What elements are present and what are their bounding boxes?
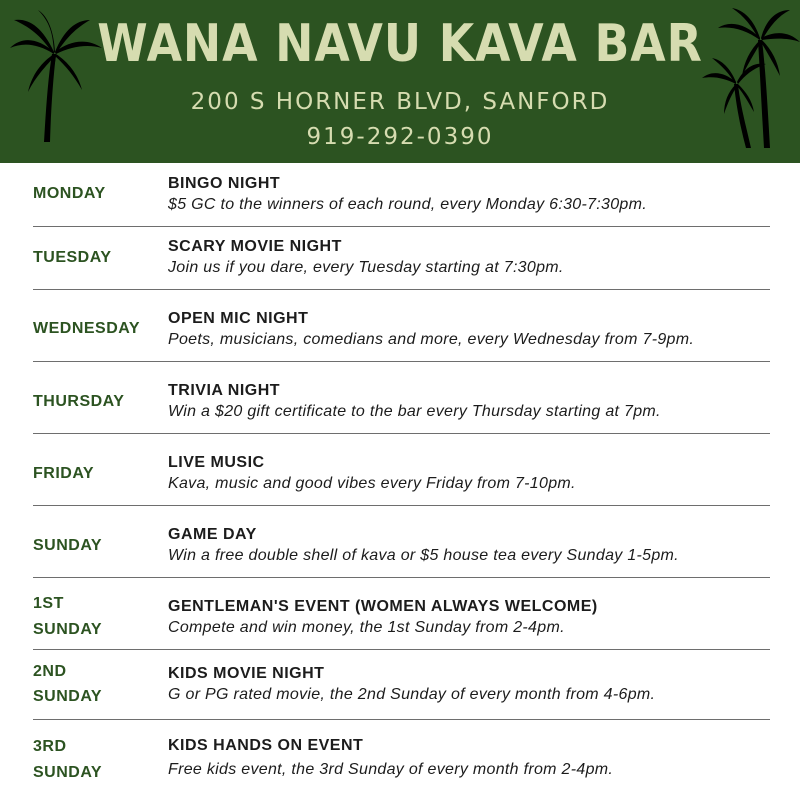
row-divider: [33, 226, 770, 227]
event-title: KIDS MOVIE NIGHT: [168, 665, 325, 682]
event-description: Poets, musicians, comedians and more, every Wednesday from 7-9pm.: [168, 331, 695, 348]
event-title: TRIVIA NIGHT: [168, 382, 281, 399]
palm-trees-icon: [700, 4, 800, 150]
event-title: KIDS HANDS ON EVENT: [168, 737, 364, 754]
event-description: Win a $20 gift certificate to the bar every Thursday starting at 7pm.: [168, 403, 661, 420]
day-label-monday: MONDAY: [33, 185, 106, 202]
row-divider: [33, 433, 770, 434]
day-label-sunday: SUNDAY: [33, 621, 103, 638]
day-label-2nd: 2ND: [33, 663, 67, 680]
phone-text: 919-292-0390: [306, 124, 494, 150]
row-divider: [33, 649, 770, 650]
header-banner: [0, 0, 800, 163]
event-description: Join us if you dare, every Tuesday starting at 7:30pm.: [168, 259, 564, 276]
day-label-wednesday: WEDNESDAY: [33, 320, 141, 337]
event-description: G or PG rated movie, the 2nd Sunday of every month from 4-6pm.: [168, 686, 656, 703]
event-description: Kava, music and good vibes every Friday from 7-10pm.: [168, 475, 576, 492]
event-title: SCARY MOVIE NIGHT: [168, 238, 342, 255]
row-divider: [33, 505, 770, 506]
day-label-1st: 1ST: [33, 595, 64, 612]
address-text: 200 S HORNER BLVD, SANFORD: [190, 89, 610, 115]
event-title: GAME DAY: [168, 526, 257, 543]
day-label-tuesday: TUESDAY: [33, 249, 112, 266]
day-label-sunday: SUNDAY: [33, 688, 103, 705]
event-title: LIVE MUSIC: [168, 454, 265, 471]
event-title: OPEN MIC NIGHT: [168, 310, 309, 327]
event-description: Win a free double shell of kava or $5 house tea every Sunday 1-5pm.: [168, 547, 679, 564]
event-title: GENTLEMAN'S EVENT (WOMEN ALWAYS WELCOME): [168, 598, 598, 615]
row-divider: [33, 361, 770, 362]
page-title: WANA NAVU KAVA BAR: [97, 14, 703, 74]
row-divider: [33, 289, 770, 290]
event-description: Compete and win money, the 1st Sunday from 2-4pm.: [168, 619, 565, 636]
row-divider: [33, 719, 770, 720]
row-divider: [33, 577, 770, 578]
day-label-sunday: SUNDAY: [33, 537, 103, 554]
event-description: $5 GC to the winners of each round, every Monday 6:30-7:30pm.: [168, 196, 648, 213]
event-description: Free kids event, the 3rd Sunday of every month from 2-4pm.: [168, 761, 614, 778]
day-label-3rd: 3RD: [33, 738, 67, 755]
day-label-friday: FRIDAY: [33, 465, 95, 482]
day-label-sunday: SUNDAY: [33, 764, 103, 781]
day-label-thursday: THURSDAY: [33, 393, 125, 410]
event-title: BINGO NIGHT: [168, 175, 281, 192]
